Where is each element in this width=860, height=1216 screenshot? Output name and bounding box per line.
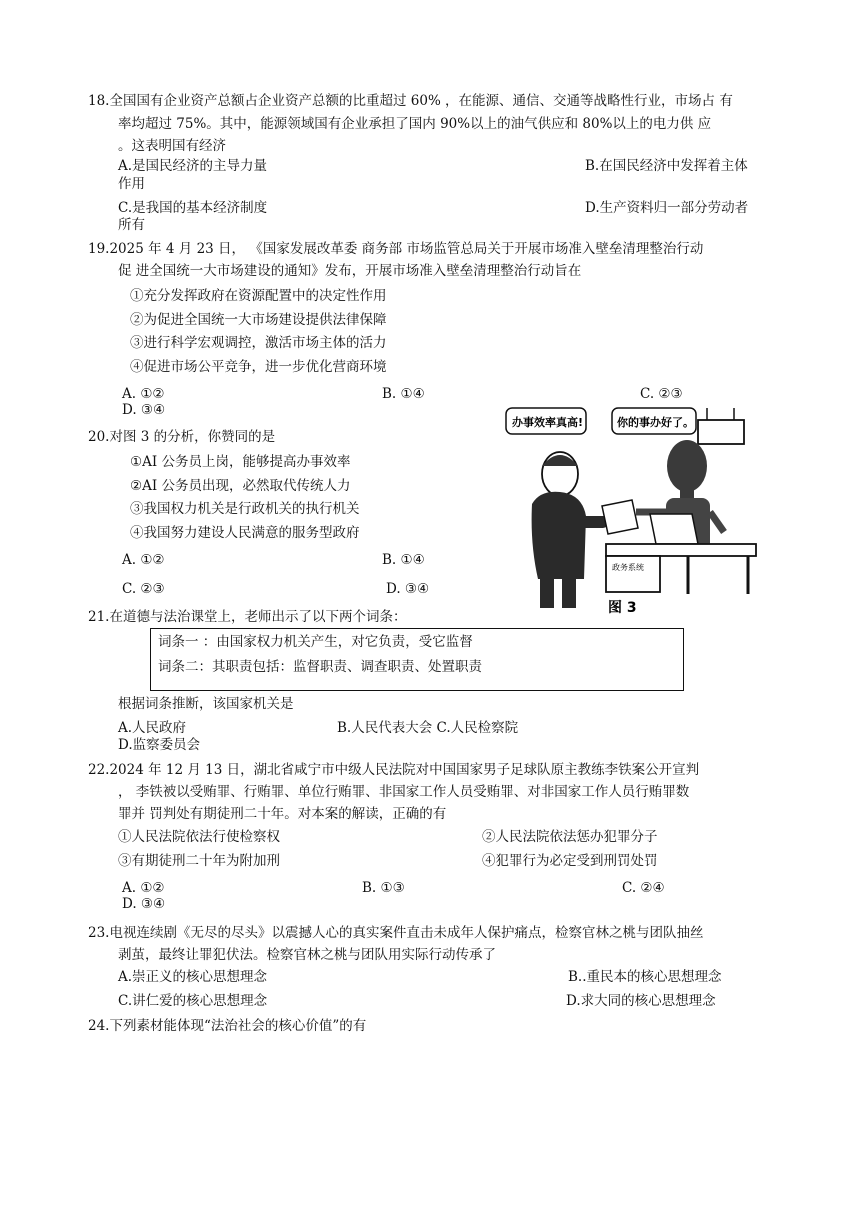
- q20-statement-1: ①AI 公务员上岗，能够提高办事效率: [130, 454, 351, 470]
- q23-option-b[interactable]: B..重民本的核心思想理念: [568, 969, 722, 985]
- q18-stem-line1: 18.全国国有企业资产总额占企业资产总额的比重超过 60% ，在能源、通信、交通等战略性行业，市场占 有: [88, 93, 733, 109]
- q18-option-b-cont: 作用: [118, 176, 145, 192]
- q20-stem: 20.对图 3 的分析，你赞同的是: [88, 429, 276, 445]
- q20-option-c[interactable]: C. ②③: [122, 581, 165, 597]
- q21-option-a[interactable]: A.人民政府: [118, 720, 187, 736]
- q18-option-a[interactable]: A.是国民经济的主导力量: [118, 158, 268, 174]
- q23-stem-line2: 剥茧，最终让罪犯伏法。检察官林之桃与团队用实际行动传承了: [118, 947, 496, 963]
- q20-statement-2: ②AI 公务员出现，必然取代传统人力: [130, 478, 351, 494]
- cartoon-illustration: [502, 404, 767, 619]
- q19-stem-line1: 19.2025 年 4 月 23 日， 《国家发展改革委 商务部 市场监管总局关于开展市场准入壁垒清理整治行动: [88, 241, 704, 257]
- q22-statement-3: ③有期徒刑二十年为附加刑: [118, 853, 280, 869]
- q18-stem-line3: 。这表明国有经济: [118, 138, 226, 154]
- q21-prompt: 根据词条推断，该国家机关是: [118, 696, 294, 712]
- q22-stem-line1: 22.2024 年 12 月 13 日，湖北省咸宁市中级人民法院对中国国家男子足球队原主教练李铁案公开宣判: [88, 762, 700, 778]
- q22-statement-4: ④犯罪行为必定受到刑罚处罚: [482, 853, 658, 869]
- q23-stem-line1: 23.电视连续剧《无尽的尽头》以震撼人心的真实案件直击未成年人保护痛点，检察官林之桃与团队抽丝: [88, 925, 704, 941]
- q20-statement-4: ④我国努力建设人民满意的服务型政府: [130, 525, 360, 541]
- q20-option-a[interactable]: A. ①②: [122, 552, 165, 568]
- q22-stem-line3: 罪并 罚判处有期徒刑二十年。对本案的解读，正确的有: [118, 806, 447, 822]
- figure-caption: 图 3: [608, 600, 637, 616]
- q22-option-b[interactable]: B. ①③: [362, 880, 405, 896]
- q19-option-a[interactable]: A. ①②: [122, 386, 165, 402]
- q18-stem-line2: 率均超过 75%。其中，能源领域国有企业承担了国内 90%以上的油气供应和 80%以上的电力供 应: [118, 116, 712, 132]
- q23-option-c[interactable]: C.讲仁爱的核心思想理念: [118, 993, 268, 1009]
- q19-statement-3: ③进行科学宏观调控，激活市场主体的活力: [130, 335, 387, 351]
- q20-option-b[interactable]: B. ①④: [382, 552, 425, 568]
- q22-option-d[interactable]: D. ③④: [122, 896, 166, 912]
- q18-option-b[interactable]: B.在国民经济中发挥着主体: [585, 158, 748, 174]
- q19-statement-2: ②为促进全国统一大市场建设提供法律保障: [130, 312, 387, 328]
- q18-option-d[interactable]: D.生产资料归一部分劳动者: [585, 200, 749, 216]
- desk-label: 政务系统: [612, 563, 644, 572]
- q19-statement-1: ①充分发挥政府在资源配置中的决定性作用: [130, 288, 387, 304]
- q24-stem: 24.下列素材能体现“法治社会的核心价值”的有: [88, 1018, 367, 1034]
- q19-stem-line2: 促 进全国统一大市场建设的通知》发布，开展市场准入壁垒清理整治行动旨在: [118, 263, 582, 279]
- figure-3-cartoon: [502, 404, 767, 619]
- q22-statement-1: ①人民法院依法行使检察权: [118, 829, 280, 845]
- q19-option-c[interactable]: C. ②③: [640, 386, 683, 402]
- q21-entry-1: 词条一 ：由国家权力机关产生，对它负责，受它监督: [158, 634, 473, 650]
- q20-statement-3: ③我国权力机关是行政机关的执行机关: [130, 501, 360, 517]
- q20-option-d[interactable]: D. ③④: [386, 581, 430, 597]
- q21-entry-2: 词条二：其职责包括：监督职责、调查职责、处置职责: [158, 659, 482, 675]
- bubble-right-text: 你的事办好了。: [617, 416, 694, 429]
- q22-stem-line2: ， 李铁被以受贿罪、行贿罪、单位行贿罪、非国家工作人员受贿罪、对非国家工作人员行贿罪数: [118, 784, 690, 800]
- q23-option-d[interactable]: D.求大同的核心思想理念: [566, 993, 716, 1009]
- q23-option-a[interactable]: A.崇正义的核心思想理念: [118, 969, 268, 985]
- q22-option-c[interactable]: C. ②④: [622, 880, 665, 896]
- q18-option-c[interactable]: C.是我国的基本经济制度: [118, 200, 268, 216]
- q22-option-a[interactable]: A. ①②: [122, 880, 165, 896]
- q21-option-bc[interactable]: B.人民代表大会 C.人民检察院: [337, 720, 519, 736]
- q19-option-d[interactable]: D. ③④: [122, 402, 166, 418]
- q21-stem: 21.在道德与法治课堂上，老师出示了以下两个词条：: [88, 609, 407, 625]
- q22-statement-2: ②人民法院依法惩办犯罪分子: [482, 829, 658, 845]
- q19-statement-4: ④促进市场公平竞争，进一步优化营商环境: [130, 359, 387, 375]
- bubble-left-text: 办事效率真高!: [512, 416, 584, 429]
- q19-option-b[interactable]: B. ①④: [382, 386, 425, 402]
- q21-option-d[interactable]: D.监察委员会: [118, 737, 201, 753]
- q18-option-d-cont: 所有: [118, 217, 145, 233]
